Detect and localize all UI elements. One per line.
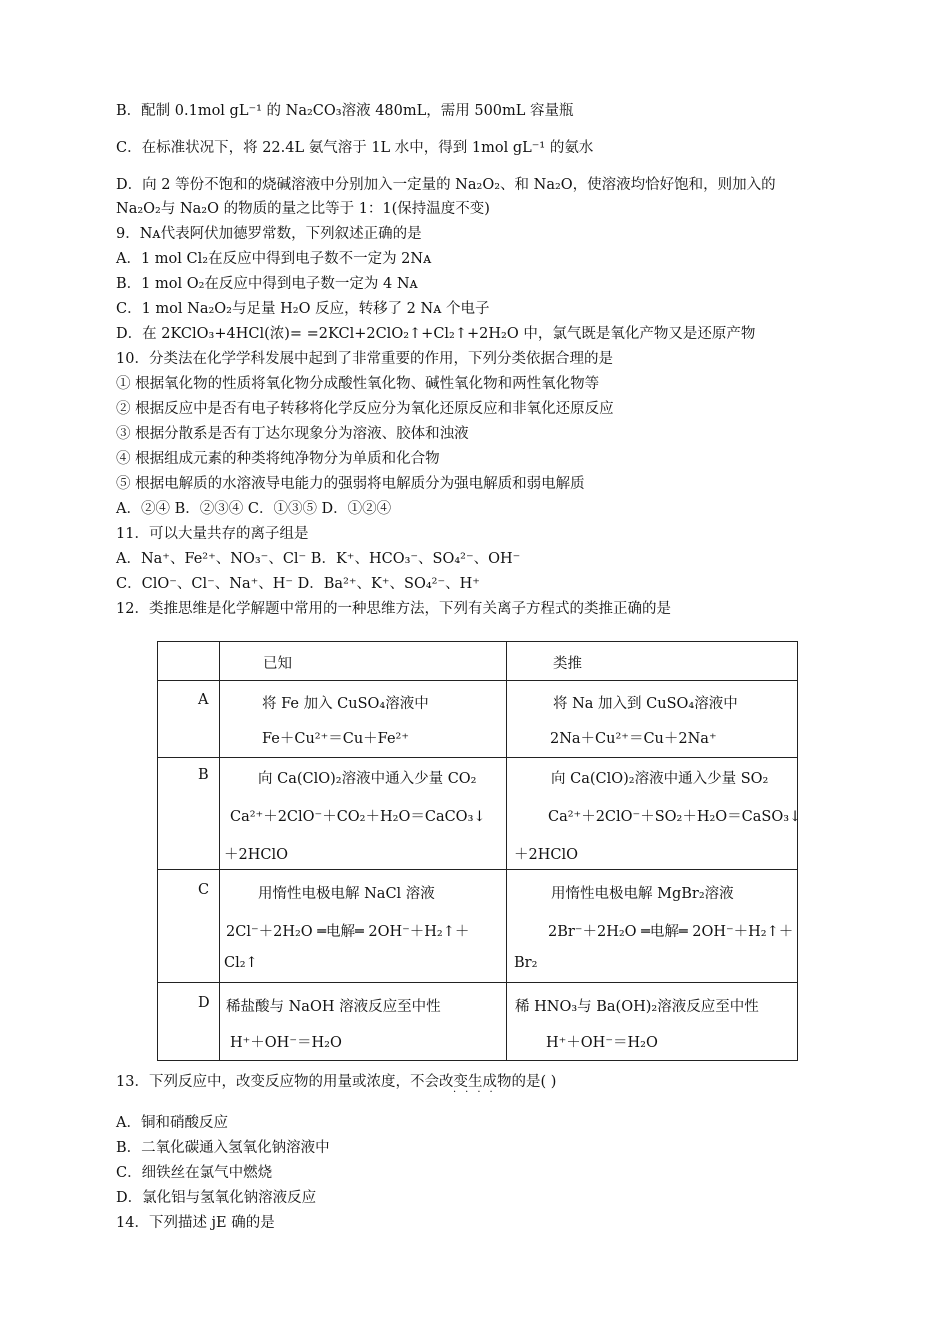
row-d-analogy-1: 稀 HNO₃与 Ba(OH)₂溶液反应至中性 <box>515 999 759 1015</box>
q10-item-1: ① 根据氧化物的性质将氧化物分成酸性氧化物、碱性氧化物和两性氧化物等 <box>116 376 600 392</box>
row-c-label: C <box>198 882 210 898</box>
q11-options-ab: A．Na⁺、Fe²⁺、NO₃⁻、Cl⁻ B．K⁺、HCO₃⁻、SO₄²⁻、OH⁻ <box>116 551 521 567</box>
q9-option-c: C．1 mol Na₂O₂与足量 H₂O 反应，转移了 2 Nᴀ 个电子 <box>116 301 490 317</box>
row-c-analogy-1: 用惰性电极电解 MgBr₂溶液 <box>551 886 734 902</box>
q10-item-2: ② 根据反应中是否有电子转移将化学反应分为氧化还原反应和非氧化还原反应 <box>116 401 614 417</box>
q8-option-d-line1: D．向 2 等份不饱和的烧碱溶液中分别加入一定量的 Na₂O₂、和 Na₂O，使溶液均恰好饱和，则加入的 <box>116 177 776 193</box>
row-a-analogy-2: 2Na＋Cu²⁺＝Cu＋2Na⁺ <box>550 731 717 747</box>
row-d-analogy-2: H⁺＋OH⁻＝H₂O <box>546 1035 658 1051</box>
q12-stem: 12．类推思维是化学解题中常用的一种思维方法，下列有关离子方程式的类推正确的是 <box>116 601 671 617</box>
row-c-analogy-3: Br₂ <box>514 955 538 971</box>
q8-option-c: C．在标准状况下，将 22.4L 氨气溶于 1L 水中，得到 1mol gL⁻¹ 的氨水 <box>116 140 594 156</box>
q14-stem: 14．下列描述 jE 确的是 <box>116 1215 275 1231</box>
q8-option-d-line2: Na₂O₂与 Na₂O 的物质的量之比等于 1：1(保持温度不变) <box>116 201 490 217</box>
row-a-known-2: Fe＋Cu²⁺＝Cu＋Fe²⁺ <box>262 731 409 747</box>
row-b-analogy-3: ＋2HClO <box>514 847 578 863</box>
q9-option-b: B．1 mol O₂在反应中得到电子数一定为 4 Nᴀ <box>116 276 418 292</box>
q12-table <box>157 641 802 1061</box>
row-d-label: D <box>198 995 210 1011</box>
q13-option-c: C．细铁丝在氯气中燃烧 <box>116 1165 273 1181</box>
table-header-analogy: 类推 <box>553 656 582 672</box>
row-c-analogy-2: 2Br⁻＋2H₂O ═电解═ 2OH⁻＋H₂↑＋ <box>548 924 794 940</box>
row-c-known-2: 2Cl⁻＋2H₂O ═电解═ 2OH⁻＋H₂↑＋ <box>226 924 470 940</box>
q13-option-d: D．氯化铝与氢氧化钠溶液反应 <box>116 1190 317 1206</box>
q11-stem: 11．可以大量共存的离子组是 <box>116 526 309 542</box>
table-header-known: 已知 <box>263 656 292 672</box>
q10-item-4: ④ 根据组成元素的种类将纯净物分为单质和化合物 <box>116 451 440 467</box>
row-c-known-1: 用惰性电极电解 NaCl 溶液 <box>258 886 435 902</box>
row-b-known-2: Ca²⁺＋2ClO⁻＋CO₂＋H₂O＝CaCO₃↓ <box>230 809 486 825</box>
q13-emphasis-dots: ···· <box>453 1087 502 1098</box>
q9-stem: 9．Nᴀ代表阿伏加德罗常数，下列叙述正确的是 <box>116 226 422 242</box>
row-b-label: B <box>198 767 209 783</box>
row-d-known-1: 稀盐酸与 NaOH 溶液反应至中性 <box>226 999 441 1015</box>
q13-option-b: B．二氧化碳通入氢氧化钠溶液中 <box>116 1140 330 1156</box>
row-b-known-1: 向 Ca(ClO)₂溶液中通入少量 CO₂ <box>258 771 477 787</box>
q10-options: A．②④ B．②③④ C．①③⑤ D．①②④ <box>116 501 392 517</box>
q10-stem: 10．分类法在化学学科发展中起到了非常重要的作用，下列分类依据合理的是 <box>116 351 613 367</box>
q13-stem: 13．下列反应中，改变反应物的用量或浓度，不会改变生成物的是( ) <box>116 1074 557 1090</box>
q13-option-a: A．铜和硝酸反应 <box>116 1115 228 1131</box>
row-d-known-2: H⁺＋OH⁻＝H₂O <box>230 1035 342 1051</box>
row-c-known-3: Cl₂↑ <box>224 955 258 971</box>
q9-option-d: D．在 2KClO₃+4HCl(浓)= =2KCl+2ClO₂↑+Cl₂↑+2H₂O 中，氯气既是氧化产物又是还原产物 <box>116 326 756 342</box>
q10-item-5: ⑤ 根据电解质的水溶液导电能力的强弱将电解质分为强电解质和弱电解质 <box>116 476 585 492</box>
q11-options-cd: C．ClO⁻、Cl⁻、Na⁺、H⁻ D．Ba²⁺、K⁺、SO₄²⁻、H⁺ <box>116 576 480 592</box>
row-b-known-3: ＋2HClO <box>224 847 288 863</box>
q10-item-3: ③ 根据分散系是否有丁达尔现象分为溶液、胶体和浊液 <box>116 426 469 442</box>
row-a-known-1: 将 Fe 加入 CuSO₄溶液中 <box>262 696 429 712</box>
q8-option-b: B．配制 0.1mol gL⁻¹ 的 Na₂CO₃溶液 480mL，需用 500mL 容量瓶 <box>116 103 574 119</box>
row-b-analogy-1: 向 Ca(ClO)₂溶液中通入少量 SO₂ <box>551 771 769 787</box>
q9-option-a: A．1 mol Cl₂在反应中得到电子数不一定为 2Nᴀ <box>116 251 432 267</box>
row-a-analogy-1: 将 Na 加入到 CuSO₄溶液中 <box>553 696 738 712</box>
row-a-label: A <box>198 692 209 708</box>
row-b-analogy-2: Ca²⁺＋2ClO⁻＋SO₂＋H₂O＝CaSO₃↓ <box>548 809 802 825</box>
